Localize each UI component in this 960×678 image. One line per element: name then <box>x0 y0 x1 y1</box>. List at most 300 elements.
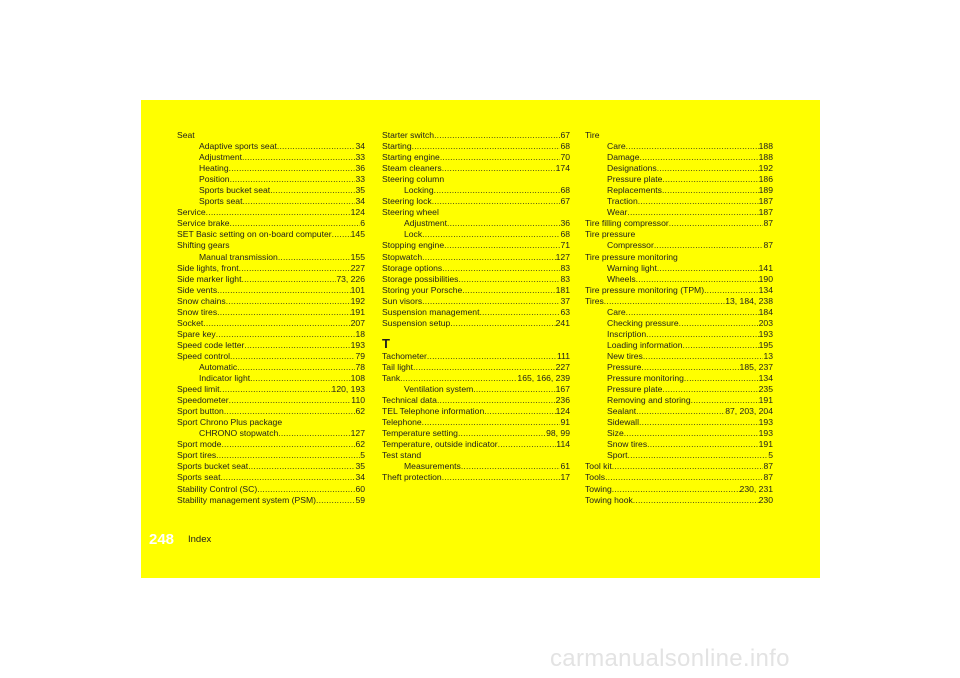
entry-term: Speed limit <box>177 384 220 395</box>
leader-dots <box>473 384 555 395</box>
entry-term: Storage options <box>382 262 443 273</box>
entry-term: Size <box>607 428 624 439</box>
index-entry <box>177 484 365 495</box>
leader-dots <box>624 428 759 439</box>
index-entry <box>585 285 773 296</box>
entry-page-ref: 193 <box>758 428 773 439</box>
entry-page-ref: 192 <box>350 295 365 306</box>
entry-term: Steering lock <box>382 196 432 207</box>
entry-page-ref: 83 <box>560 273 570 284</box>
leader-dots <box>226 296 351 307</box>
leader-dots <box>413 362 556 373</box>
entry-page-ref: 62 <box>355 439 365 450</box>
entry-page-ref: 34 <box>355 196 365 207</box>
entry-term: Starting engine <box>382 152 440 163</box>
entry-page-ref: 59 <box>355 494 365 505</box>
index-subentry <box>585 340 773 351</box>
entry-page-ref: 108 <box>350 373 365 384</box>
entry-page-ref: 187 <box>758 207 773 218</box>
entry-page-ref: 63 <box>560 306 570 317</box>
leader-dots <box>241 274 336 285</box>
entry-term: New tires <box>607 350 643 361</box>
index-entry <box>177 495 365 506</box>
leader-dots <box>612 484 740 495</box>
entry-page-ref: 235 <box>758 384 773 395</box>
leader-dots <box>270 185 355 196</box>
entry-page-ref: 5 <box>360 450 365 461</box>
entry-term: Telephone <box>382 417 422 428</box>
index-entry <box>382 406 570 417</box>
index-entry <box>177 461 365 472</box>
entry-term: Socket <box>177 317 204 328</box>
entry-term: Steering column <box>382 174 445 185</box>
leader-dots <box>691 395 759 406</box>
leader-dots <box>654 240 764 251</box>
index-subentry <box>382 461 570 472</box>
entry-term: Sports seat <box>177 472 221 483</box>
leader-dots <box>447 218 560 229</box>
entry-page-ref: 37 <box>560 295 570 306</box>
entry-page-ref: 110 <box>351 395 365 406</box>
leader-dots <box>206 207 351 218</box>
index-entry <box>382 274 570 285</box>
leader-dots <box>229 163 356 174</box>
index-entry <box>177 130 365 141</box>
entry-term: Service brake <box>177 218 230 229</box>
entry-term: Stability Control (SC) <box>177 483 258 494</box>
index-entry <box>177 472 365 483</box>
entry-page-ref: 195 <box>758 339 773 350</box>
entry-page-ref: 5 <box>768 450 773 461</box>
leader-dots <box>444 240 560 251</box>
index-entry <box>177 285 365 296</box>
leader-dots <box>599 130 773 141</box>
index-subentry <box>585 329 773 340</box>
leader-dots <box>635 229 773 240</box>
leader-dots <box>627 207 758 218</box>
entry-term: Sports bucket seat <box>199 185 271 196</box>
index-entry <box>382 240 570 251</box>
entry-term: Lock <box>404 229 423 240</box>
index-subentry <box>177 196 365 207</box>
entry-page-ref: 127 <box>350 428 365 439</box>
index-subentry <box>585 141 773 152</box>
page-title: Index <box>188 534 212 545</box>
entry-page-ref: 87 <box>763 240 773 251</box>
entry-term: Stopping engine <box>382 240 445 251</box>
entry-term: Ventilation system <box>404 383 474 394</box>
index-entry <box>382 439 570 450</box>
entry-term: Pressure <box>607 361 642 372</box>
entry-term: Care <box>607 306 626 317</box>
leader-dots <box>657 163 759 174</box>
entry-term: Side lights, front <box>177 262 239 273</box>
leader-dots <box>412 141 561 152</box>
index-entry <box>585 130 773 141</box>
index-entry <box>177 229 365 240</box>
leader-dots <box>434 130 560 141</box>
index-entry <box>177 329 365 340</box>
entry-term: Starting <box>382 141 412 152</box>
leader-dots <box>224 406 356 417</box>
leader-dots <box>657 263 759 274</box>
leader-dots <box>604 296 725 307</box>
leader-dots <box>444 174 570 185</box>
entry-page-ref: 101 <box>350 284 365 295</box>
entry-term: Checking pressure <box>607 317 679 328</box>
leader-dots <box>442 263 560 274</box>
entry-page-ref: 60 <box>355 483 365 494</box>
leader-dots <box>422 296 560 307</box>
entry-term: Shifting gears <box>177 240 230 251</box>
leader-dots <box>250 373 351 384</box>
entry-term: Sport tires <box>177 450 217 461</box>
index-entry <box>177 296 365 307</box>
leader-dots <box>434 185 561 196</box>
leader-dots <box>220 472 355 483</box>
leader-dots <box>221 439 355 450</box>
leader-dots <box>669 218 764 229</box>
entry-term: TEL Telephone information <box>382 406 485 417</box>
leader-dots <box>432 196 561 207</box>
entry-page-ref: 98, 99 <box>546 428 570 439</box>
entry-page-ref: 34 <box>355 141 365 152</box>
entry-term: Towing hook <box>585 494 633 505</box>
entry-term: Locking <box>404 185 434 196</box>
leader-dots <box>647 439 759 450</box>
entry-term: Theft protection <box>382 472 442 483</box>
entry-term: Measurements <box>404 461 461 472</box>
entry-term: Position <box>199 174 230 185</box>
entry-page-ref: 185, 237 <box>739 361 773 372</box>
leader-dots <box>422 229 560 240</box>
index-entry <box>382 351 570 362</box>
entry-term: Compressor <box>607 240 654 251</box>
entry-page-ref: 190 <box>758 273 773 284</box>
entry-page-ref: 13 <box>763 350 773 361</box>
entry-term: Tires <box>585 295 604 306</box>
index-subentry <box>177 428 365 439</box>
index-entry <box>382 152 570 163</box>
entry-term: Damage <box>607 152 640 163</box>
entry-term: Adjustment <box>199 152 242 163</box>
index-entry <box>177 340 365 351</box>
entry-page-ref: 230 <box>758 494 773 505</box>
index-subentry <box>585 373 773 384</box>
entry-term: Traction <box>607 196 638 207</box>
index-entry <box>177 218 365 229</box>
leader-dots <box>636 406 725 417</box>
index-entry <box>177 207 365 218</box>
entry-term: Snow tires <box>177 306 218 317</box>
entry-term: Sports bucket seat <box>177 461 249 472</box>
entry-term: Tank <box>382 372 401 383</box>
index-subentry <box>585 439 773 450</box>
index-subentry <box>177 252 365 263</box>
index-entry <box>177 384 365 395</box>
leader-dots <box>484 406 555 417</box>
leader-dots <box>203 318 350 329</box>
index-entry <box>585 252 773 263</box>
leader-dots <box>646 329 758 340</box>
leader-dots <box>332 229 351 240</box>
index-subentry <box>177 185 365 196</box>
entry-page-ref: 145 <box>350 229 365 240</box>
entry-term: Pressure plate <box>607 174 663 185</box>
leader-dots <box>612 461 764 472</box>
index-subentry <box>177 362 365 373</box>
entry-page-ref: 68 <box>560 141 570 152</box>
leader-dots <box>678 252 773 263</box>
entry-page-ref: 62 <box>355 406 365 417</box>
leader-dots <box>639 417 759 428</box>
entry-term: Storage possibilities <box>382 273 459 284</box>
leader-dots <box>422 417 561 428</box>
entry-page-ref: 227 <box>350 262 365 273</box>
leader-dots <box>427 351 557 362</box>
index-subentry <box>177 174 365 185</box>
entry-page-ref: 6 <box>360 218 365 229</box>
index-entry <box>382 174 570 185</box>
index-entry <box>177 417 365 428</box>
entry-term: Stability management system (PSM) <box>177 494 316 505</box>
entry-term: Speed code letter <box>177 339 245 350</box>
index-subentry <box>382 185 570 196</box>
index-entry <box>382 141 570 152</box>
entry-term: Wear <box>607 207 628 218</box>
entry-term: Test stand <box>382 450 422 461</box>
index-column-3 <box>585 130 773 506</box>
index-subentry <box>382 229 570 240</box>
index-entry <box>177 450 365 461</box>
index-subentry <box>382 384 570 395</box>
entry-page-ref: 36 <box>355 163 365 174</box>
entry-page-ref: 134 <box>758 284 773 295</box>
index-subentry <box>585 274 773 285</box>
index-subentry <box>585 351 773 362</box>
entry-page-ref: 165, 166, 239 <box>517 372 570 383</box>
entry-page-ref: 184 <box>758 306 773 317</box>
entry-term: Sport button <box>177 406 224 417</box>
entry-term: Wheels <box>607 273 636 284</box>
entry-term: Snow chains <box>177 295 226 306</box>
leader-dots <box>450 318 555 329</box>
entry-page-ref: 192 <box>758 163 773 174</box>
entry-term: Stopwatch <box>382 251 423 262</box>
leader-dots <box>626 141 759 152</box>
entry-term: Indicator light <box>199 373 251 384</box>
entry-term: Technical data <box>382 395 437 406</box>
index-entry <box>382 130 570 141</box>
entry-page-ref: 127 <box>555 251 570 262</box>
leader-dots <box>638 196 759 207</box>
leader-dots <box>230 240 365 251</box>
leader-dots <box>220 384 332 395</box>
index-entry <box>382 163 570 174</box>
entry-term: Suspension setup <box>382 317 451 328</box>
leader-dots <box>230 218 361 229</box>
index-entry <box>382 307 570 318</box>
leader-dots <box>216 329 356 340</box>
entry-page-ref: 87 <box>763 218 773 229</box>
index-entry <box>382 318 570 329</box>
entry-term: Sport <box>607 450 628 461</box>
entry-page-ref: 17 <box>560 472 570 483</box>
leader-dots <box>461 461 561 472</box>
index-entry <box>585 495 773 506</box>
leader-dots <box>679 318 759 329</box>
entry-term: Tool kit <box>585 461 612 472</box>
watermark: carmanualsonline.info <box>550 645 790 672</box>
entry-page-ref: 33 <box>355 152 365 163</box>
index-entry <box>585 229 773 240</box>
entry-page-ref: 236 <box>555 395 570 406</box>
entry-term: Sports seat <box>199 196 243 207</box>
entry-page-ref: 34 <box>355 472 365 483</box>
entry-page-ref: 188 <box>758 141 773 152</box>
entry-term: Removing and storing <box>607 395 691 406</box>
entry-page-ref: 35 <box>355 461 365 472</box>
index-subentry <box>585 307 773 318</box>
entry-page-ref: 83 <box>560 262 570 273</box>
index-subentry <box>585 384 773 395</box>
entry-term: Inscription <box>607 328 647 339</box>
entry-term: Automatic <box>199 361 238 372</box>
leader-dots <box>242 196 355 207</box>
index-section-letter: T <box>382 335 390 351</box>
leader-dots <box>462 285 555 296</box>
entry-page-ref: 111 <box>556 350 570 361</box>
leader-dots <box>683 340 759 351</box>
index-entry <box>382 472 570 483</box>
leader-dots <box>437 395 556 406</box>
leader-dots <box>421 450 570 461</box>
entry-page-ref: 188 <box>758 152 773 163</box>
entry-term: Temperature, outside indicator <box>382 439 498 450</box>
index-entry <box>177 395 365 406</box>
entry-page-ref: 87, 203, 204 <box>725 406 773 417</box>
entry-page-ref: 73, 226 <box>336 273 365 284</box>
entry-page-ref: 189 <box>758 185 773 196</box>
entry-page-ref: 78 <box>355 361 365 372</box>
entry-term: Tire filling compressor <box>585 218 669 229</box>
entry-term: Storing your Porsche <box>382 284 463 295</box>
index-subentry <box>382 218 570 229</box>
index-column-2 <box>382 130 570 483</box>
entry-page-ref: 87 <box>763 472 773 483</box>
index-subentry <box>585 163 773 174</box>
entry-term: Heating <box>199 163 229 174</box>
entry-page-ref: 67 <box>560 196 570 207</box>
entry-page-ref: 181 <box>555 284 570 295</box>
entry-page-ref: 71 <box>560 240 570 251</box>
entry-term: SET Basic setting on on-board computer <box>177 229 332 240</box>
leader-dots <box>605 472 763 483</box>
index-entry <box>382 263 570 274</box>
entry-page-ref: 91 <box>560 417 570 428</box>
entry-page-ref: 191 <box>350 306 365 317</box>
leader-dots <box>278 252 351 263</box>
entry-term: Tire pressure monitoring <box>585 251 678 262</box>
leader-dots <box>704 285 759 296</box>
entry-page-ref: 124 <box>350 207 365 218</box>
index-subentry <box>585 318 773 329</box>
leader-dots <box>244 340 350 351</box>
index-subentry <box>585 207 773 218</box>
leader-dots <box>195 130 365 141</box>
entry-term: Suspension management <box>382 306 480 317</box>
index-entry <box>177 406 365 417</box>
entry-page-ref: 124 <box>555 406 570 417</box>
entry-term: Sport mode <box>177 439 222 450</box>
leader-dots <box>479 307 560 318</box>
entry-term: Speed control <box>177 350 231 361</box>
leader-dots <box>400 373 517 384</box>
index-entry <box>382 450 570 461</box>
entry-page-ref: 207 <box>350 317 365 328</box>
entry-page-ref: 167 <box>555 383 570 394</box>
leader-dots <box>442 472 561 483</box>
entry-term: Adjustment <box>404 218 447 229</box>
index-subentry <box>585 417 773 428</box>
entry-term: Designations <box>607 163 657 174</box>
leader-dots <box>628 450 769 461</box>
entry-page-ref: 187 <box>758 196 773 207</box>
entry-page-ref: 120, 193 <box>331 384 365 395</box>
leader-dots <box>217 285 351 296</box>
entry-page-ref: 70 <box>560 152 570 163</box>
index-entry <box>177 274 365 285</box>
index-entry <box>382 296 570 307</box>
leader-dots <box>278 428 350 439</box>
index-page <box>141 100 820 578</box>
index-entry <box>382 285 570 296</box>
index-subentry <box>177 141 365 152</box>
index-entry <box>382 417 570 428</box>
entry-page-ref: 18 <box>355 328 365 339</box>
leader-dots <box>230 351 355 362</box>
index-subentry <box>585 196 773 207</box>
index-entry <box>177 240 365 251</box>
entry-term: Sidewall <box>607 417 640 428</box>
entry-term: Side vents <box>177 284 218 295</box>
entry-term: Pressure plate <box>607 384 663 395</box>
entry-term: Replacements <box>607 185 662 196</box>
index-subentry <box>585 240 773 251</box>
leader-dots <box>237 362 355 373</box>
leader-dots <box>248 461 355 472</box>
leader-dots <box>458 428 546 439</box>
index-subentry <box>177 373 365 384</box>
index-entry <box>177 263 365 274</box>
entry-term: Speedometer <box>177 395 229 406</box>
entry-page-ref: 191 <box>758 395 773 406</box>
index-entry <box>382 252 570 263</box>
entry-term: Tire pressure <box>585 229 636 240</box>
index-entry <box>585 218 773 229</box>
index-subentry <box>585 406 773 417</box>
leader-dots <box>662 384 758 395</box>
entry-term: Tools <box>585 472 606 483</box>
entry-page-ref: 227 <box>555 361 570 372</box>
leader-dots <box>440 152 561 163</box>
index-column-1 <box>177 130 365 506</box>
index-entry <box>585 461 773 472</box>
entry-term: Pressure monitoring <box>607 373 684 384</box>
entry-page-ref: 193 <box>758 417 773 428</box>
index-subentry <box>585 362 773 373</box>
index-entry <box>382 362 570 373</box>
